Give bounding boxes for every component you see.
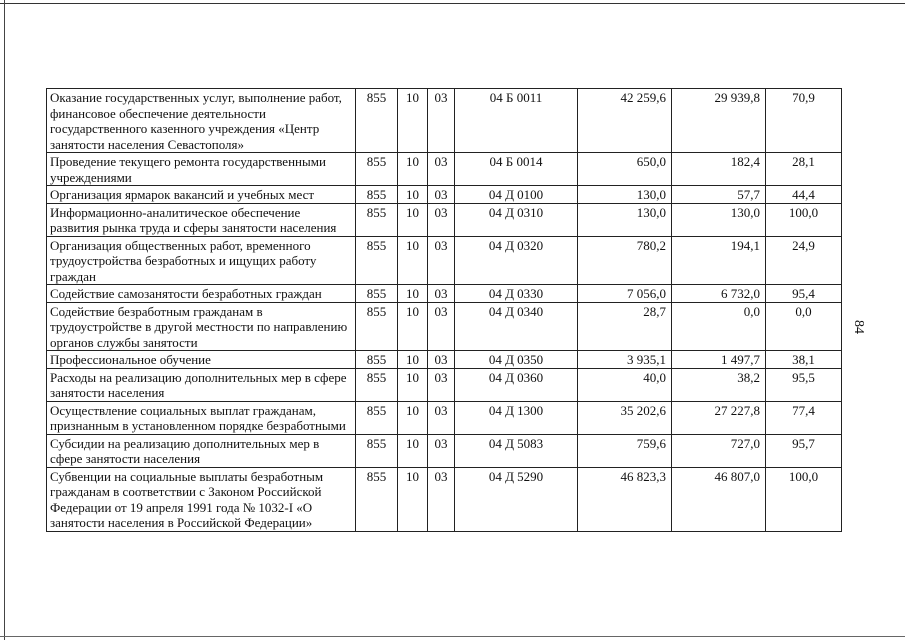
execution-percent-cell: 24,9 [766, 236, 842, 285]
target-article-cell: 04 Д 5290 [455, 467, 578, 531]
expense-name-cell: Субсидии на реализацию дополнительных мер в сфере занятости населения [47, 434, 356, 467]
table-row [47, 203, 842, 236]
execution-percent-cell: 77,4 [766, 401, 842, 434]
table-row [47, 434, 842, 467]
table-row [47, 368, 842, 401]
target-article-cell: 04 Д 0360 [455, 368, 578, 401]
execution-percent-cell: 95,4 [766, 285, 842, 303]
expense-name-cell: Содействие самозанятости безработных граждан [47, 285, 356, 303]
execution-percent-cell: 44,4 [766, 186, 842, 204]
subsection-code-cell: 03 [428, 89, 455, 153]
grbs-code-cell: 855 [356, 186, 398, 204]
planned-amount-cell: 3 935,1 [578, 351, 672, 369]
target-article-cell: 04 Б 0014 [455, 153, 578, 186]
actual-amount-cell: 57,7 [672, 186, 766, 204]
section-code-cell: 10 [398, 302, 428, 351]
section-code-cell: 10 [398, 236, 428, 285]
target-article-cell: 04 Д 5083 [455, 434, 578, 467]
expense-name-cell: Проведение текущего ремонта государственными учреждениями [47, 153, 356, 186]
section-code-cell: 10 [398, 467, 428, 531]
subsection-code-cell: 03 [428, 302, 455, 351]
section-code-cell: 10 [398, 351, 428, 369]
table-row [47, 467, 842, 531]
planned-amount-cell: 46 823,3 [578, 467, 672, 531]
grbs-code-cell: 855 [356, 401, 398, 434]
budget-table-body [47, 89, 842, 532]
actual-amount-cell: 130,0 [672, 203, 766, 236]
expense-name-cell: Информационно-аналитическое обеспечение развития рынка труда и сферы занятости населения [47, 203, 356, 236]
expense-name-cell: Расходы на реализацию дополнительных мер в сфере занятости населения [47, 368, 356, 401]
expense-name-cell: Содействие безработным гражданам в трудоустройстве в другой местности по направлению органов службы занятости [47, 302, 356, 351]
section-code-cell: 10 [398, 434, 428, 467]
subsection-code-cell: 03 [428, 467, 455, 531]
subsection-code-cell: 03 [428, 203, 455, 236]
subsection-code-cell: 03 [428, 368, 455, 401]
planned-amount-cell: 28,7 [578, 302, 672, 351]
target-article-cell: 04 Д 0350 [455, 351, 578, 369]
target-article-cell: 04 Д 1300 [455, 401, 578, 434]
scan-border-left [4, 0, 5, 640]
actual-amount-cell: 38,2 [672, 368, 766, 401]
actual-amount-cell: 194,1 [672, 236, 766, 285]
actual-amount-cell: 27 227,8 [672, 401, 766, 434]
section-code-cell: 10 [398, 401, 428, 434]
actual-amount-cell: 727,0 [672, 434, 766, 467]
section-code-cell: 10 [398, 89, 428, 153]
actual-amount-cell: 1 497,7 [672, 351, 766, 369]
target-article-cell: 04 Б 0011 [455, 89, 578, 153]
target-article-cell: 04 Д 0340 [455, 302, 578, 351]
section-code-cell: 10 [398, 153, 428, 186]
planned-amount-cell: 130,0 [578, 186, 672, 204]
target-article-cell: 04 Д 0310 [455, 203, 578, 236]
execution-percent-cell: 100,0 [766, 467, 842, 531]
planned-amount-cell: 759,6 [578, 434, 672, 467]
page-number: 84 [851, 320, 866, 334]
planned-amount-cell: 35 202,6 [578, 401, 672, 434]
execution-percent-cell: 100,0 [766, 203, 842, 236]
table-row [47, 351, 842, 369]
section-code-cell: 10 [398, 186, 428, 204]
planned-amount-cell: 40,0 [578, 368, 672, 401]
actual-amount-cell: 46 807,0 [672, 467, 766, 531]
execution-percent-cell: 28,1 [766, 153, 842, 186]
actual-amount-cell: 182,4 [672, 153, 766, 186]
execution-percent-cell: 70,9 [766, 89, 842, 153]
table-row [47, 89, 842, 153]
expense-name-cell: Организация общественных работ, временного трудоустройства безработных и ищущих работу граждан [47, 236, 356, 285]
grbs-code-cell: 855 [356, 351, 398, 369]
scan-border-top [0, 3, 905, 4]
subsection-code-cell: 03 [428, 186, 455, 204]
target-article-cell: 04 Д 0100 [455, 186, 578, 204]
grbs-code-cell: 855 [356, 285, 398, 303]
grbs-code-cell: 855 [356, 368, 398, 401]
actual-amount-cell: 6 732,0 [672, 285, 766, 303]
execution-percent-cell: 95,7 [766, 434, 842, 467]
subsection-code-cell: 03 [428, 434, 455, 467]
table-row [47, 236, 842, 285]
planned-amount-cell: 7 056,0 [578, 285, 672, 303]
subsection-code-cell: 03 [428, 401, 455, 434]
execution-percent-cell: 0,0 [766, 302, 842, 351]
expense-name-cell: Профессиональное обучение [47, 351, 356, 369]
subsection-code-cell: 03 [428, 236, 455, 285]
planned-amount-cell: 130,0 [578, 203, 672, 236]
actual-amount-cell: 29 939,8 [672, 89, 766, 153]
expense-name-cell: Субвенции на социальные выплаты безработным гражданам в соответствии с Законом Российской Федерации от 19 апреля 1991 года № 1032-I «О занятости населения в Российской Федерации» [47, 467, 356, 531]
table-row [47, 302, 842, 351]
target-article-cell: 04 Д 0320 [455, 236, 578, 285]
scan-border-bottom [0, 636, 905, 637]
expense-name-cell: Оказание государственных услуг, выполнение работ, финансовое обеспечение деятельности государственного казенного учреждения «Центр занятости населения Севастополя» [47, 89, 356, 153]
planned-amount-cell: 780,2 [578, 236, 672, 285]
table-row [47, 186, 842, 204]
execution-percent-cell: 95,5 [766, 368, 842, 401]
planned-amount-cell: 650,0 [578, 153, 672, 186]
execution-percent-cell: 38,1 [766, 351, 842, 369]
expense-name-cell: Организация ярмарок вакансий и учебных мест [47, 186, 356, 204]
section-code-cell: 10 [398, 285, 428, 303]
grbs-code-cell: 855 [356, 467, 398, 531]
target-article-cell: 04 Д 0330 [455, 285, 578, 303]
grbs-code-cell: 855 [356, 236, 398, 285]
table-row [47, 285, 842, 303]
subsection-code-cell: 03 [428, 285, 455, 303]
budget-table [46, 88, 842, 532]
planned-amount-cell: 42 259,6 [578, 89, 672, 153]
actual-amount-cell: 0,0 [672, 302, 766, 351]
grbs-code-cell: 855 [356, 302, 398, 351]
section-code-cell: 10 [398, 203, 428, 236]
section-code-cell: 10 [398, 368, 428, 401]
subsection-code-cell: 03 [428, 153, 455, 186]
table-row [47, 401, 842, 434]
expense-name-cell: Осуществление социальных выплат гражданам, признанным в установленном порядке безработными [47, 401, 356, 434]
table-row [47, 153, 842, 186]
grbs-code-cell: 855 [356, 434, 398, 467]
grbs-code-cell: 855 [356, 203, 398, 236]
subsection-code-cell: 03 [428, 351, 455, 369]
grbs-code-cell: 855 [356, 153, 398, 186]
grbs-code-cell: 855 [356, 89, 398, 153]
